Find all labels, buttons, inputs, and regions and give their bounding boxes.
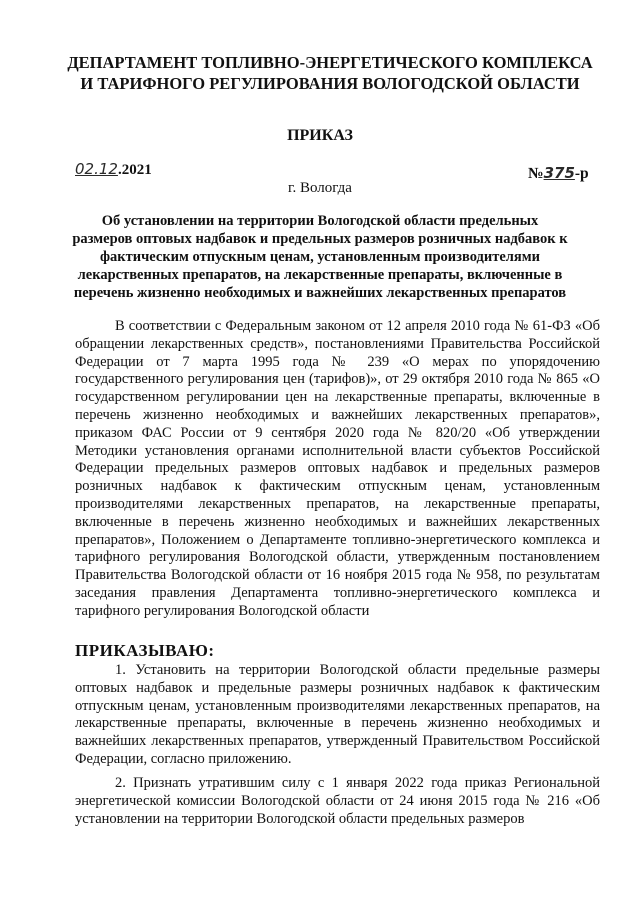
number-prefix: № [528, 165, 544, 182]
order-item-1: 1. Установить на территории Вологодской области предельные размеры оптовых надбавок и предельные размеры розничных надбавок к фактическим отпускным ценам, установленным производителями лекарственных препаратов, на лекарственные препараты, включенные в перечень жизненно необходимых и важнейших лекарственных препаратов, утвержденный Правительством Российской Федерации, согласно приложению. [75, 662, 600, 767]
order-heading: ПРИКАЗЫВАЮ: [75, 641, 215, 660]
preamble-paragraph: В соответствии с Федеральным законом от 12 апреля 2010 года № 61-ФЗ «Об обращении лекарственных средств», постановлениями Правительства Российской Федерации от 7 марта 1995 года № 239 «О мерах по упорядочению государственного регулирования цен (тарифов)», от 29 октября 2010 года № 865 «О государственном регулировании цен на лекарственные препараты, включенные в перечень жизненно необходимых и важнейших лекарственных препаратов», приказом ФАС России от 9 сентября 2020 года № 820/20 «Об утверждении Методики установления органами исполнительной власти субъектов Российской Федерации предельных размеров оптовых надбавок и предельных размеров розничных надбавок к фактическим отпускным ценам, установленным производителями лекарственных препаратов, на лекарственные препараты, включенные в перечень жизненно необходимых и важнейших лекарственных препаратов», Положением о Департаменте топливно-энергетического комплекса и тарифного регулирования Вологодской области, утвержденным постановлением Правительства Вологодской области от 16 ноября 2015 года № 958, по результатам заседания правления Департамента топливно-энергетического комплекса и тарифного регулирования Вологодской области [75, 318, 600, 619]
department-line-2: И ТАРИФНОГО РЕГУЛИРОВАНИЯ ВОЛОГОДСКОЙ ОБЛАСТИ [80, 74, 580, 93]
number-suffix: -р [574, 165, 589, 182]
order-item-2: 2. Признать утратившим силу с 1 января 2022 года приказ Региональной энергетической комиссии Вологодской области от 24 июня 2015 года № 216 «Об установлении на территории Вологодской области предельных размеров [75, 775, 600, 827]
city: г. Вологда [288, 180, 352, 196]
department-line-1: ДЕПАРТАМЕНТ ТОПЛИВНО-ЭНЕРГЕТИЧЕСКОГО КОМПЛЕКСА [67, 53, 593, 72]
department-name [60, 52, 600, 94]
order-date [75, 160, 152, 179]
date-year: .2021 [117, 162, 152, 178]
handwritten-number: 375 [543, 164, 575, 182]
order-title: Об установлении на территории Вологодской области предельных размеров оптовых надбавок и предельных размеров розничных надбавок к фактическим отпускным ценам, установленным производителями лекарственных препаратов, на лекарственные препараты, включенные в перечень жизненно необходимых и важнейших лекарственных препаратов [72, 213, 568, 301]
document-type: ПРИКАЗ [287, 127, 353, 144]
handwritten-date: 02.12 [75, 160, 118, 178]
